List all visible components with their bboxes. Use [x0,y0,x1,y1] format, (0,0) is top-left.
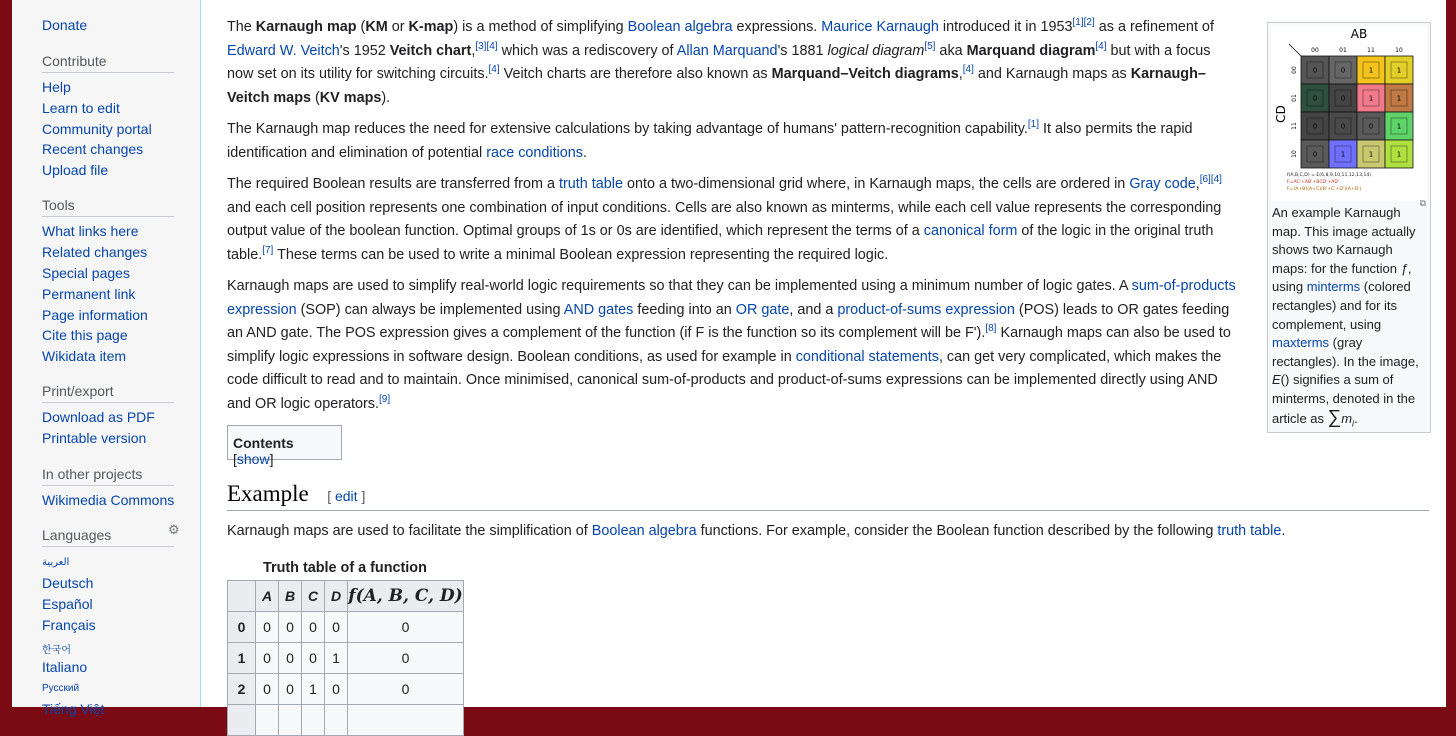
kmap-side-label: CD [1274,105,1288,123]
sidebar-item-permanent-link[interactable]: Permanent link [42,286,136,302]
column-header: D [325,581,348,612]
reference-link[interactable]: [6] [1199,174,1211,186]
kmap-cell-value: 0 [1340,94,1346,103]
sidebar-lang-vietnamese[interactable]: Tiếng Việt [42,701,105,717]
sidebar-item-related-changes[interactable]: Related changes [42,244,148,260]
column-header: B [279,581,302,612]
sidebar-item-donate[interactable]: Donate [42,17,88,33]
link-boolean-algebra[interactable]: Boolean algebra [591,523,697,539]
link-maxterms[interactable]: maxterms [1272,335,1330,351]
sidebar-lang-russian[interactable]: Русский [42,683,80,694]
kmap-cell-value: 0 [1312,122,1318,131]
sidebar-lang-arabic[interactable]: العربية [42,557,70,568]
sidebar-item-printable-version[interactable]: Printable version [42,430,147,446]
kmap-cell-value: 0 [1312,150,1318,159]
sidebar-item-recent-changes[interactable]: Recent changes [42,141,144,157]
section-edit: [ edit ] [327,488,366,504]
reference-link[interactable]: [1] [1027,119,1039,131]
table-header-row [228,581,464,612]
kmap-row-label: 00 [1291,66,1298,74]
reference-link[interactable]: [1] [1072,17,1084,29]
sidebar-divider [42,546,174,547]
link-edward-veitch[interactable]: Edward W. Veitch [227,42,340,59]
sidebar-divider [42,485,174,486]
sidebar-divider [42,72,174,73]
reference-link[interactable]: [9] [378,394,391,406]
kmap-col-label: 00 [1311,47,1319,54]
toc-title: Contents [233,435,294,451]
reference-link[interactable]: [4] [1095,40,1107,52]
sidebar-divider [42,402,174,403]
table-row: 1 0 0 0 1 0 [228,643,464,674]
intro-paragraph-2: The Karnaugh map reduces the need for extensive calculations by taking advantage of humans' pattern-recognition capability.[1] It also permits the rapid identification and elimination of potential race conditions. [227,119,1193,161]
truth-table [227,580,464,736]
column-header: C [302,581,325,612]
table-of-contents: Contents [show] [227,425,342,460]
kmap-cell-value: 1 [1368,94,1374,103]
sidebar-item-help[interactable]: Help [42,79,71,95]
sidebar-item-community-portal[interactable]: Community portal [42,121,152,137]
reference-link[interactable]: [4] [962,64,974,76]
browser-frame [12,0,1446,717]
reference-link[interactable]: [3] [475,40,487,52]
table-row: 0 0 0 0 0 0 [228,612,464,643]
kmap-formula-minterms: f(A,B,C,D) = E(6,8,9,10,11,12,13,14) [1287,173,1372,178]
sidebar-heading-tools: Tools [42,197,75,213]
kmap-row-label: 10 [1291,150,1298,158]
column-header [228,581,256,612]
gear-icon[interactable]: ⚙ [168,522,180,537]
section-title: Example [227,481,309,506]
sidebar-lang-italiano[interactable]: Italiano [42,659,88,675]
kmap-formula-sop: F=AC'+AB'+BCD'+AD' [1287,180,1340,185]
reference-link[interactable]: [4] [1210,174,1222,186]
section-heading-example [227,481,1429,511]
intro-paragraph-3: The required Boolean results are transferred from a truth table onto a two-dimensional grid where, in Karnaugh maps, the cells are ordered in Gray code,[6][4] and each cell position represents one combination of input conditions. Cells are also known as minterms, while each cell value represents the corresponding output value of the boolean function. Optimal groups of 1s or 0s are identified, which represent the terms of a canonical form of the logic in the original truth table.[7] These terms can be used to write a minimal Boolean expression representing the required logic. [227,174,1222,263]
truth-table-caption: Truth table of a function [263,560,427,576]
kmap-cell-value: 0 [1340,66,1346,75]
toc-show-toggle[interactable]: show [236,451,270,467]
edit-section-link[interactable]: edit [334,488,358,504]
kmap-cell-value: 1 [1340,150,1346,159]
link-truth-table[interactable]: truth table [558,176,623,192]
kmap-cell-value: 1 [1396,66,1402,75]
link-or-gate[interactable]: OR gate [735,301,790,318]
link-gray-code[interactable]: Gray code [1129,176,1196,192]
kmap-row-label: 01 [1291,94,1298,102]
link-and-gates[interactable]: AND gates [563,301,634,318]
sidebar-item-what-links-here[interactable]: What links here [42,223,139,239]
sidebar-item-wikidata-item[interactable]: Wikidata item [42,348,127,364]
table-row: 2 0 0 1 0 0 [228,674,464,705]
reference-link[interactable]: [5] [924,40,936,52]
article-content [200,0,1446,707]
sidebar-item-upload-file[interactable]: Upload file [42,162,109,178]
link-product-of-sums[interactable]: product-of-sums expression [837,301,1015,318]
sidebar-lang-espanol[interactable]: Español [42,596,93,612]
sidebar-item-learn-to-edit[interactable]: Learn to edit [42,100,120,116]
reference-link[interactable]: [8] [985,323,997,335]
sidebar-item-wikimedia-commons[interactable]: Wikimedia Commons [42,492,175,508]
intro-paragraph-1: The Karnaugh map (KM or K-map) is a method of simplifying Boolean algebra expressions. Maurice Karnaugh introduced it in 1953[1][2] as a refinement of Edward W. Veitch's 1952 Veitch chart,[3][4] which was a rediscovery of Allan Marquand's 1881 logical diagram[5] aka Marquand diagram[4] but with a focus now set on its utility for switching circuits.[4] Veitch charts are therefore also known as Marquand–Veitch diagrams,[4] and Karnaugh maps as Karnaugh–Veitch maps (KV maps). [227,17,1214,106]
link-conditional-statements[interactable]: conditional statements [795,348,939,365]
link-maurice-karnaugh[interactable]: Maurice Karnaugh [821,19,939,35]
reference-link[interactable]: [4] [486,40,498,52]
sidebar-lang-korean[interactable]: 한국어 [42,645,71,656]
kmap-cell-value: 0 [1368,122,1374,131]
kmap-top-label: AB [1350,27,1368,41]
kmap-cell-value: 1 [1368,150,1374,159]
sidebar-item-page-information[interactable]: Page information [42,307,148,323]
reference-link[interactable]: [2] [1083,17,1095,29]
sidebar-divider [42,216,174,217]
sidebar-heading-languages: Languages [42,527,112,543]
sidebar-item-download-pdf[interactable]: Download as PDF [42,409,155,425]
kmap-col-label: 01 [1339,47,1347,54]
kmap-cell-value: 1 [1396,94,1402,103]
link-truth-table[interactable]: truth table [1217,523,1282,539]
sidebar-lang-deutsch[interactable]: Deutsch [42,575,94,591]
link-allan-marquand[interactable]: Allan Marquand [676,42,778,59]
kmap-col-label: 11 [1367,47,1375,54]
sidebar-heading-print-export: Print/export [42,383,114,399]
kmap-cell-value: 0 [1312,66,1318,75]
sidebar-heading-other-projects: In other projects [42,466,143,482]
sidebar-heading-contribute: Contribute [42,53,107,69]
kmap-cell-value: 0 [1340,122,1346,131]
kmap-cell-value: 1 [1396,150,1402,159]
reference-link[interactable]: [4] [488,64,500,76]
reference-link[interactable]: [7] [262,244,274,256]
link-canonical-form[interactable]: canonical form [923,223,1018,240]
kmap-cell-value: 0 [1312,94,1318,103]
example-paragraph: Karnaugh maps are used to facilitate the simplification of Boolean algebra functions. For example, consider the Boolean function described by the following truth table. [227,523,1286,539]
link-minterms[interactable]: minterms [1306,279,1361,295]
kmap-row-label: 11 [1291,122,1298,130]
column-header-function: f(A, B, C, D) [348,581,464,612]
table-row [228,705,464,736]
intro-paragraph-4: Karnaugh maps are used to simplify real-world logic requirements so that they can be implemented using a minimum number of logic gates. A sum-of-products expression (SOP) can always be implemented using AND gates feeding into an OR gate, and a product-of-sums expression (POS) leads to OR gates feeding an AND gate. The POS expression gives a complement of the function (if F is the function so its complement will be F').[8] Karnaugh maps can also be used to simplify logic expressions in software design. Boolean conditions, as used for example in conditional statements, can get very complicated, which makes the code difficult to read and to maintain. Once minimised, canonical sum-of-products and product-of-sums expressions can be implemented directly using AND and OR logic operators.[9] [227,278,1236,412]
karnaugh-map-image[interactable] [1271,26,1427,201]
magnify-icon[interactable]: ⧉ [1419,198,1426,208]
kmap-col-label: 10 [1395,47,1403,54]
kmap-cell-value: 1 [1368,66,1374,75]
link-boolean-algebra[interactable]: Boolean algebra [627,19,733,35]
kmap-formula-pos: F=(A+B)(A+C)(B'+C'+D')(A+D') [1287,187,1362,192]
link-race-conditions[interactable]: race conditions [486,144,583,161]
image-thumbnail [1267,22,1431,433]
kmap-cell-value: 1 [1396,122,1402,131]
sidebar-lang-francais[interactable]: Français [42,617,96,633]
sidebar [12,0,200,717]
link-sum-of-products[interactable]: sum-of-products expression [227,278,1236,318]
sidebar-item-special-pages[interactable]: Special pages [42,265,130,281]
image-caption: An example Karnaugh map. This image actually shows two Karnaugh maps: for the function ƒ, using minterms (colored rectangles) and for its complement, using maxterms (gray rectangles). In the image, E() signifies a sum of minterms, denoted in the article as $\sum m_i$. [1272,205,1419,429]
column-header: A [256,581,279,612]
sidebar-item-cite-this-page[interactable]: Cite this page [42,327,128,343]
